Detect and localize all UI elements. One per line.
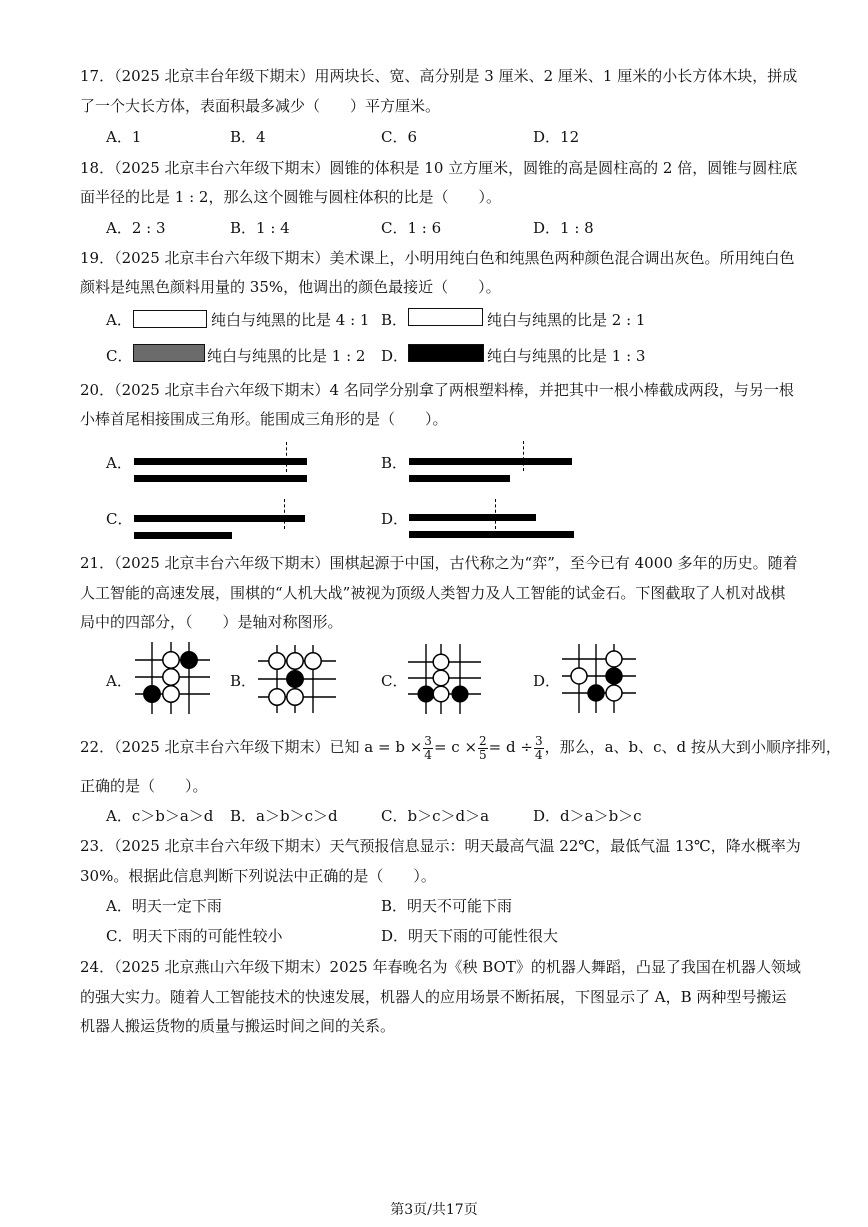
q19-option-a-text: 纯白与纯黑的比是 4 : 1 (211, 311, 370, 329)
q18-option-c: C．1 : 6 (381, 219, 442, 237)
color-swatch-a (133, 310, 207, 328)
q22-mid2: = d ÷ (488, 738, 533, 756)
q19-line1: 19．（2025 北京丰台六年级下期末）美术课上，小明用纯白色和纯黑色两种颜色混合调出灰色。所用纯白色 (80, 249, 795, 267)
fraction-2-den: 5 (479, 747, 487, 762)
q20-line2: 小棒首尾相接围成三角形。能围成三角形的是（ ）。 (80, 410, 448, 428)
q17-option-c: C．6 (381, 128, 418, 146)
q17-option-a: A．1 (106, 128, 142, 146)
stick-a-cut (134, 458, 307, 465)
cut-mark-c (284, 499, 285, 529)
stick-a-whole (134, 475, 307, 482)
color-swatch-b (408, 308, 483, 326)
q19-option-c-letter: C． (106, 347, 133, 365)
q24-line1: 24．（2025 北京燕山六年级下期末）2025 年春晚名为《秧 BOT》的机器人舞蹈，凸显了我国在机器人领域 (80, 958, 801, 976)
q17-option-b: B．4 (230, 128, 266, 146)
q19-line2: 颜料是纯黑色颜料用量的 35%，他调出的颜色最接近（ ）。 (80, 278, 501, 296)
q18-line1: 18．（2025 北京丰台六年级下期末）圆锥的体积是 10 立方厘米，圆锥的高是圆柱高的 2 倍，圆锥与圆柱底 (80, 159, 798, 177)
q22-option-a: A．c＞b＞a＞d (106, 807, 214, 825)
q21-option-b-letter: B． (230, 672, 257, 690)
q24-line3: 机器人搬运货物的质量与搬运时间之间的关系。 (80, 1017, 396, 1035)
q21-line1: 21．（2025 北京丰台六年级下期末）围棋起源于中国，古代称之为“弈”，至今已有 4000 多年的历史。随着 (80, 554, 798, 572)
cut-mark-d (495, 499, 496, 529)
q17-option-d: D．12 (533, 128, 580, 146)
q20-option-a-letter: A． (106, 454, 132, 472)
fraction-1-num: 3 (424, 733, 432, 748)
q23-option-d: D．明天下雨的可能性很大 (381, 927, 559, 945)
q23-line1: 23．（2025 北京丰台六年级下期末）天气预报信息显示：明天最高气温 22℃，最低气温 13℃，降水概率为 (80, 837, 801, 855)
q22-suffix: ，那么，a、b、c、d 按从大到小顺序排列， (544, 738, 841, 756)
fraction-2 (478, 735, 488, 762)
q20-option-c-letter: C． (106, 510, 133, 528)
q23-option-c: C．明天下雨的可能性较小 (106, 927, 283, 945)
q23-line2: 30%。根据此信息判断下列说法中正确的是（ ）。 (80, 867, 436, 885)
q22-option-b: B．a＞b＞c＞d (230, 807, 338, 825)
go-board-b (254, 643, 340, 715)
q22-line2: 正确的是（ ）。 (80, 777, 208, 795)
q21-option-a-letter: A． (106, 672, 132, 690)
stick-d-whole (409, 531, 574, 538)
q19-option-a-letter: A． (106, 311, 132, 329)
fraction-3 (534, 735, 544, 762)
cut-mark-a (286, 442, 287, 472)
q17-line1: 17．（2025 北京丰台年级下期末）用两块长、宽、高分别是 3 厘米、2 厘米、1 厘米的小长方体木块，拼成 (80, 67, 798, 85)
color-swatch-c (133, 344, 205, 362)
q23-option-a: A．明天一定下雨 (106, 897, 222, 915)
color-swatch-d (408, 344, 484, 362)
stick-b-cut (409, 458, 572, 465)
q18-line2: 面半径的比是 1 : 2，那么这个圆锥与圆柱体积的比是（ ）。 (80, 188, 501, 206)
q23-option-b: B．明天不可能下雨 (381, 897, 513, 915)
q19-option-d-letter: D． (381, 347, 409, 365)
fraction-3-num: 3 (534, 733, 543, 748)
q22-line1 (80, 733, 841, 762)
q22-prefix: 22．（2025 北京丰台六年级下期末）已知 a = b × (80, 738, 423, 756)
stick-d-cut (409, 514, 536, 521)
cut-mark-b (523, 441, 524, 471)
q20-line1: 20．（2025 北京丰台六年级下期末）4 名同学分别拿了两根塑料棒，并把其中一根小棒截成两段，与另一根 (80, 381, 794, 399)
q18-option-b: B．1 : 4 (230, 219, 290, 237)
q19-option-c-text: 纯白与纯黑的比是 1 : 2 (207, 347, 366, 365)
q21-option-c-letter: C． (381, 672, 408, 690)
q19-option-d-text: 纯白与纯黑的比是 1 : 3 (487, 347, 646, 365)
q21-line2: 人工智能的高速发展，围棋的“人机大战”被视为顶级人类智力及人工智能的试金石。下图截取了人机对战棋 (80, 584, 786, 602)
page-number: 第3页/共17页 (390, 1202, 478, 1218)
q22-mid1: = c × (433, 738, 478, 756)
q21-option-d-letter: D． (533, 672, 561, 690)
stick-c-whole (134, 532, 232, 539)
go-board-d (560, 643, 640, 715)
fraction-1-den: 4 (424, 747, 432, 762)
q20-option-d-letter: D． (381, 510, 409, 528)
q22-option-c: C．b＞c＞d＞a (381, 807, 490, 825)
fraction-3-den: 4 (534, 747, 543, 762)
q22-option-d: D．d＞a＞b＞c (533, 807, 642, 825)
fraction-2-num: 2 (479, 733, 487, 748)
q24-line2: 的强大实力。随着人工智能技术的快速发展，机器人的应用场景不断拓展，下图显示了 A，B 两种型号搬运 (80, 988, 787, 1006)
q18-option-a: A．2 : 3 (106, 219, 166, 237)
go-board-a (130, 638, 216, 718)
q21-line3: 局中的四部分，（ ）是轴对称图形。 (80, 613, 343, 631)
fraction-1 (423, 735, 433, 762)
stick-b-whole (409, 475, 510, 482)
q20-option-b-letter: B． (381, 454, 408, 472)
q19-option-b-letter: B． (381, 311, 408, 329)
q17-line2: 了一个大长方体，表面积最多减少（ ）平方厘米。 (80, 97, 441, 115)
go-board-c (405, 642, 485, 716)
stick-c-cut (134, 515, 305, 522)
q18-option-d: D．1 : 8 (533, 219, 594, 237)
q19-option-b-text: 纯白与纯黑的比是 2 : 1 (487, 311, 646, 329)
